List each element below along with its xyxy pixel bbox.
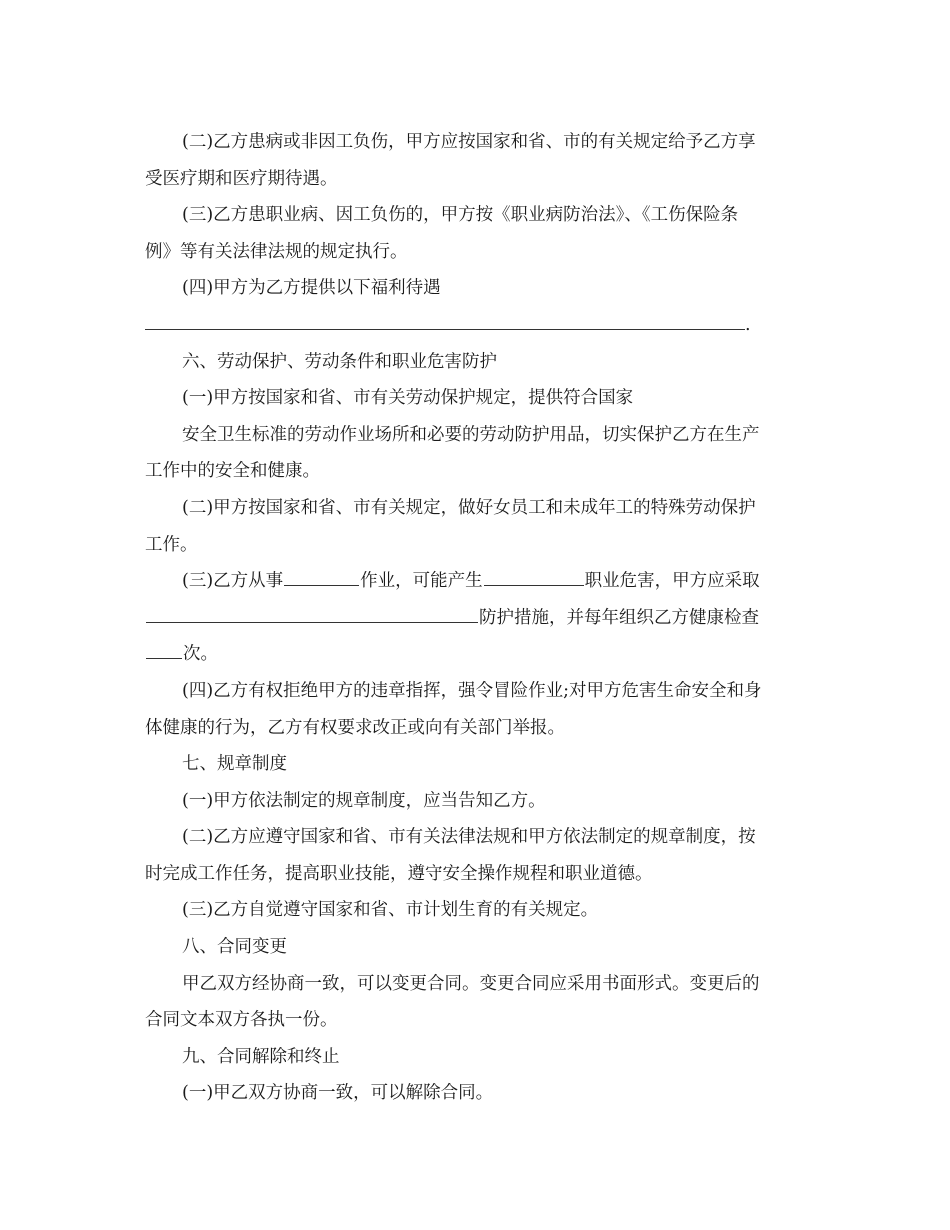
section-heading-8: 八、合同变更: [182, 937, 287, 958]
paragraph-line: (一)甲方按国家和省、市有关劳动保护规定，提供符合国家: [182, 388, 634, 409]
section-heading-9: 九、合同解除和终止: [182, 1046, 340, 1067]
checkup-count-blank: [146, 638, 182, 659]
paragraph-line: (三)乙方自觉遵守国家和省、市计划生育的有关规定。: [182, 900, 599, 921]
hazard-blank: [484, 565, 584, 586]
text-segment: (三)乙方从事: [182, 571, 284, 592]
paragraph-line: 工作。: [145, 534, 198, 555]
paragraph-line: 工作中的安全和健康。: [145, 461, 320, 482]
text-segment: 防护措施，并每年组织乙方健康检查: [479, 607, 759, 628]
paragraph-line: (二)甲方按国家和省、市有关规定，做好女员工和未成年工的特殊劳动保护: [182, 497, 756, 518]
protection-measures-blank: [146, 602, 478, 623]
section-heading-7: 七、规章制度: [182, 754, 287, 775]
paragraph-line: (四)甲方为乙方提供以下福利待遇: [182, 278, 441, 299]
paragraph-line-with-blanks: [145, 563, 805, 600]
paragraph-line: 安全卫生标准的劳动作业场所和必要的劳动防护用品，切实保护乙方在生产: [182, 424, 760, 445]
paragraph-line: (四)乙方有权拒绝甲方的违章指挥，强令冒险作业;对甲方危害生命安全和身: [182, 680, 762, 701]
paragraph-line: (一)甲乙双方协商一致，可以解除合同。: [182, 1083, 494, 1104]
document-page: [145, 124, 805, 1112]
paragraph-line: (三)乙方患职业病、因工负伤的，甲方按《职业病防治法》、《工伤保险条: [182, 205, 739, 226]
paragraph-line: 甲乙双方经协商一致，可以变更合同。变更合同应采用书面形式。变更后的: [182, 973, 760, 994]
welfare-blank-line: [145, 307, 805, 344]
paragraph-line: 例》等有关法律法规的规定执行。: [145, 241, 408, 262]
paragraph-line: 时完成工作任务，提高职业技能，遵守安全操作规程和职业道德。: [145, 863, 653, 884]
paragraph-line: (二)乙方应遵守国家和省、市有关法律法规和甲方依法制定的规章制度，按: [182, 827, 756, 848]
text-segment: 职业危害，甲方应采取: [584, 571, 760, 592]
text-segment: 次。: [183, 644, 218, 665]
paragraph-line-with-blanks: [145, 636, 805, 673]
paragraph-line: 体健康的行为，乙方有权要求改正或向有关部门举报。: [145, 717, 565, 738]
period-mark: .: [745, 314, 751, 335]
paragraph-line: 合同文本双方各执一份。: [145, 1010, 338, 1031]
paragraph-line-with-blanks: [145, 600, 805, 637]
welfare-blank: [145, 307, 745, 330]
job-type-blank: [284, 565, 359, 586]
paragraph-line: 受医疗期和医疗期待遇。: [145, 168, 338, 189]
paragraph-line: (一)甲方依法制定的规章制度，应当告知乙方。: [182, 790, 546, 811]
section-heading-6: 六、劳动保护、劳动条件和职业危害防护: [182, 351, 497, 372]
paragraph-line: (二)乙方患病或非因工负伤，甲方应按国家和省、市的有关规定给予乙方享: [182, 132, 756, 152]
text-segment: 作业，可能产生: [360, 571, 483, 592]
